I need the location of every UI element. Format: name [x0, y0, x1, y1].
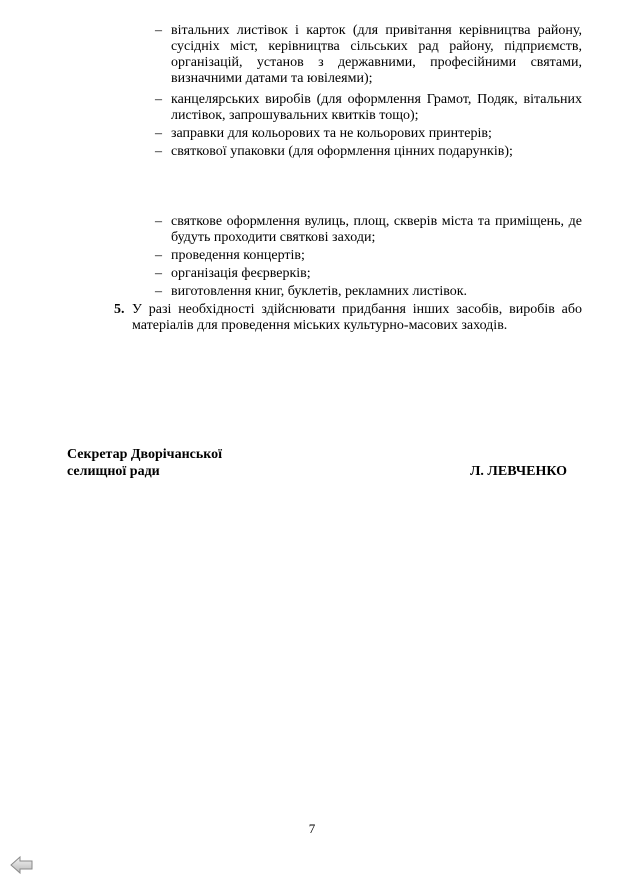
list-marker: –: [155, 144, 162, 159]
list-item: [155, 92, 582, 124]
list-item: [155, 144, 582, 160]
list-marker: –: [155, 126, 162, 141]
numbered-item-text: У разі необхідності здійснювати придбання інших засобів, виробів або матеріалів для проведення міських культурно-масових заходів.: [132, 302, 582, 333]
list-item-text: канцелярських виробів (для оформлення Грамот, Подяк, вітальних листівок, запрошувальних квитків тощо);: [171, 92, 582, 123]
list-marker: –: [155, 92, 162, 107]
list-item: [155, 248, 582, 264]
list-item-text: святкової упаковки (для оформлення цінних подарунків);: [171, 144, 513, 159]
back-arrow-icon[interactable]: [10, 855, 34, 875]
list-marker: –: [155, 214, 162, 229]
signature-title-line-2: селищної ради: [67, 464, 160, 479]
list-item: [155, 126, 582, 142]
list-marker: –: [155, 266, 162, 281]
list-marker: –: [155, 23, 162, 38]
list-item-text: виготовлення книг, буклетів, рекламних листівок.: [171, 284, 468, 299]
list-item-text: організація феєрверків;: [171, 266, 311, 281]
list-marker: –: [155, 284, 162, 299]
signature-name: Л. ЛЕВЧЕНКО: [470, 464, 568, 479]
list-item-text: святкове оформлення вулиць, площ, скверів міста та приміщень, де будуть проходити святкові заходи;: [171, 214, 582, 245]
signature-title-line-1: Секретар Дворічанської: [67, 447, 223, 462]
list-item-text: вітальних листівок і карток (для привітання керівництва району, сусідніх міст, керівництва сільських рад району, підприємств, організацій, установ з державними, професійними святами, визначними датами та ювілеями);: [171, 23, 582, 86]
list-item-text: заправки для кольорових та не кольорових принтерів;: [171, 126, 492, 141]
item-number: 5.: [114, 302, 125, 317]
list-item: [155, 266, 582, 282]
list-item: [155, 23, 582, 87]
list-item: [155, 214, 582, 246]
list-item-text: проведення концертів;: [171, 248, 305, 263]
page-number: 7: [308, 821, 316, 836]
list-marker: –: [155, 248, 162, 263]
numbered-item: [114, 302, 582, 334]
list-item: [155, 284, 582, 300]
